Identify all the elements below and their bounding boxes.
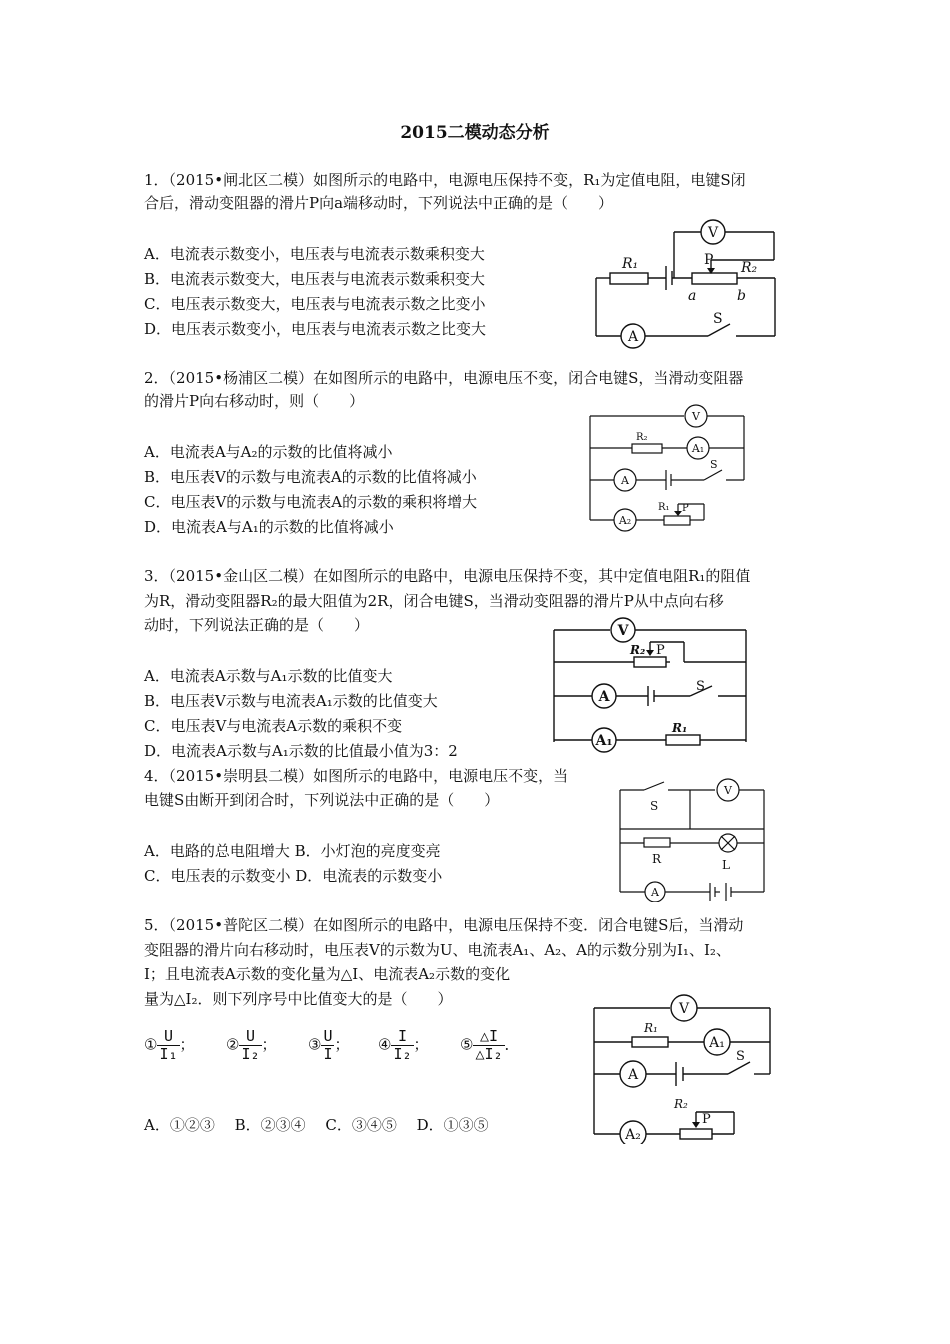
q4-stem: 4．（2015•崇明县二模）如图所示的电路中，电源电压不变，当 <box>144 767 569 785</box>
q1-stem: 1．（2015•闸北区二模）如图所示的电路中，电源电压保持不变，R₁为定值电阻，电键S闭 <box>144 171 746 189</box>
q5-formula-2: ② $\frac{U}{\text{I₂}}$ ； <box>226 1027 277 1063</box>
q5-r2-label: R₂ <box>674 1097 688 1111</box>
q5-stem-cont3: 量为△I₂．则下列序号中比值变大的是（ ） <box>144 990 453 1008</box>
q1-r1-label: R₁ <box>622 256 639 272</box>
q5-stem-cont2: I；且电流表A示数的变化量为△I、电流表A₂示数的变化 <box>144 965 511 983</box>
q3-ammeter-a1-label: A₁ <box>595 733 613 749</box>
q5-options: A．①②③ B．②③④ C．③④⑤ D．①③⑤ <box>144 1116 489 1134</box>
q1-r2-label: R₂ <box>741 260 758 276</box>
q4-switch-label: S <box>650 799 659 813</box>
q3-option-a: A．电流表A示数与A₁示数的比值变大 <box>144 667 393 685</box>
q1-stem-cont: 合后，滑动变阻器的滑片P向a端移动时，下列说法中正确的是（ ） <box>144 194 614 212</box>
q5-r1-label: R₁ <box>644 1021 658 1035</box>
q5-formula-4: ④ $\frac{I}{\text{I₂}}$ ； <box>378 1027 429 1063</box>
page-title: 2015二模动态分析 <box>400 123 550 143</box>
q3-option-d: D．电流表A示数与A₁示数的比值最小值为3：2 <box>144 742 458 760</box>
q3-option-c: C．电压表V与电流表A示数的乘积不变 <box>144 717 403 735</box>
q4-option-cd: C．电压表的示数变小 D．电流表的示数变小 <box>144 867 443 885</box>
q5-formula-1: ① $\frac{U}{\text{I₁}}$ ； <box>144 1027 195 1063</box>
q2-option-a: A．电流表A与A₂的示数的比值将减小 <box>144 443 393 461</box>
q3-r1-label: R₁ <box>672 721 688 735</box>
q2-stem-cont: 的滑片P向右移动时，则（ ） <box>144 392 365 410</box>
q1-option-d: D．电压表示数变小，电压表与电流表示数之比变大 <box>144 320 487 338</box>
q5-slider-label: P <box>702 1112 711 1127</box>
q5-ammeter-a-label: A <box>627 1067 639 1083</box>
q5-stem-cont: 变阻器的滑片向右移动时，电压表V的示数为U、电流表A₁、A₂、A的示数分别为I₁、I₂、 <box>144 941 731 959</box>
q1-switch-label: S <box>713 311 723 327</box>
q2-r1-label: R₁ <box>658 502 670 513</box>
q2-voltmeter-label: V <box>692 410 700 423</box>
q4-voltmeter-label: V <box>724 784 732 797</box>
q2-circuit-diagram <box>586 400 752 536</box>
q4-option-ab: A．电路的总电阻增大 B．小灯泡的亮度变亮 <box>144 842 441 860</box>
q2-r2-label: R₂ <box>636 432 648 443</box>
q1-option-b: B．电流表示数变大，电压表与电流表示数乘积变大 <box>144 270 486 288</box>
q5-switch-label: S <box>736 1049 745 1064</box>
q4-lamp-label: L <box>722 858 730 872</box>
q3-voltmeter-label: V <box>617 623 629 639</box>
q2-option-c: C．电压表V的示数与电流表A的示数的乘积将增大 <box>144 493 478 511</box>
q3-r2-label: R₂ <box>630 643 646 657</box>
q2-ammeter-a-label: A <box>621 474 629 487</box>
q5-formula-3: ③ $\frac{U}{I}$ ； <box>308 1027 350 1063</box>
q5-circuit-diagram <box>588 986 776 1144</box>
q2-slider-label: P <box>682 503 689 514</box>
q3-slider-label: P <box>656 643 665 658</box>
q1-ammeter-label: A <box>627 329 639 345</box>
q5-formula-5: ⑤ $\frac{\triangle I}{\text{△I₂}}$ ． <box>460 1027 520 1063</box>
q3-stem-cont2: 动时，下列说法正确的是（ ） <box>144 616 370 634</box>
q5-voltmeter-label: V <box>678 1001 690 1017</box>
q3-ammeter-a-label: A <box>598 689 610 705</box>
q1-end-a-label: a <box>688 288 697 304</box>
q2-option-d: D．电流表A与A₁的示数的比值将减小 <box>144 518 394 536</box>
q3-stem: 3．（2015•金山区二模）在如图所示的电路中，电源电压保持不变，其中定值电阻R₁的阻值 <box>144 567 751 585</box>
q4-stem-cont: 电键S由断开到闭合时，下列说法中正确的是（ ） <box>144 791 500 809</box>
q3-option-b: B．电压表V示数与电流表A₁示数的比值变大 <box>144 692 438 710</box>
q4-circuit-diagram <box>614 778 768 902</box>
q2-ammeter-a1-label: A₁ <box>691 442 705 455</box>
q1-voltmeter-label: V <box>707 225 719 241</box>
q5-ammeter-a2-label: A₂ <box>625 1127 641 1143</box>
q1-option-a: A．电流表示数变小，电压表与电流表示数乘积变大 <box>144 245 485 263</box>
q3-switch-label: S <box>696 679 705 694</box>
q2-option-b: B．电压表V的示数与电流表A的示数的比值将减小 <box>144 468 477 486</box>
q1-slider-label: P <box>704 252 714 268</box>
q1-option-c: C．电压表示数变大，电压表与电流表示数之比变小 <box>144 295 486 313</box>
q2-switch-label: S <box>710 458 718 471</box>
q5-stem: 5．（2015•普陀区二模）在如图所示的电路中，电源电压保持不变．闭合电键S后，当滑动 <box>144 916 744 934</box>
q1-circuit-diagram <box>588 218 788 353</box>
q1-end-b-label: b <box>737 288 746 304</box>
q3-stem-cont: 为R，滑动变阻器R₂的最大阻值为2R，闭合电键S，当滑动变阻器的滑片P从中点向右移 <box>144 592 724 610</box>
q2-stem: 2．（2015•杨浦区二模）在如图所示的电路中，电源电压不变，闭合电键S，当滑动变阻器 <box>144 369 744 387</box>
q5-ammeter-a1-label: A₁ <box>709 1035 725 1051</box>
q2-ammeter-a2-label: A₂ <box>618 514 632 527</box>
q4-ammeter-label: A <box>651 886 659 899</box>
q4-resistor-label: R <box>652 852 662 866</box>
q3-circuit-diagram <box>550 612 754 754</box>
